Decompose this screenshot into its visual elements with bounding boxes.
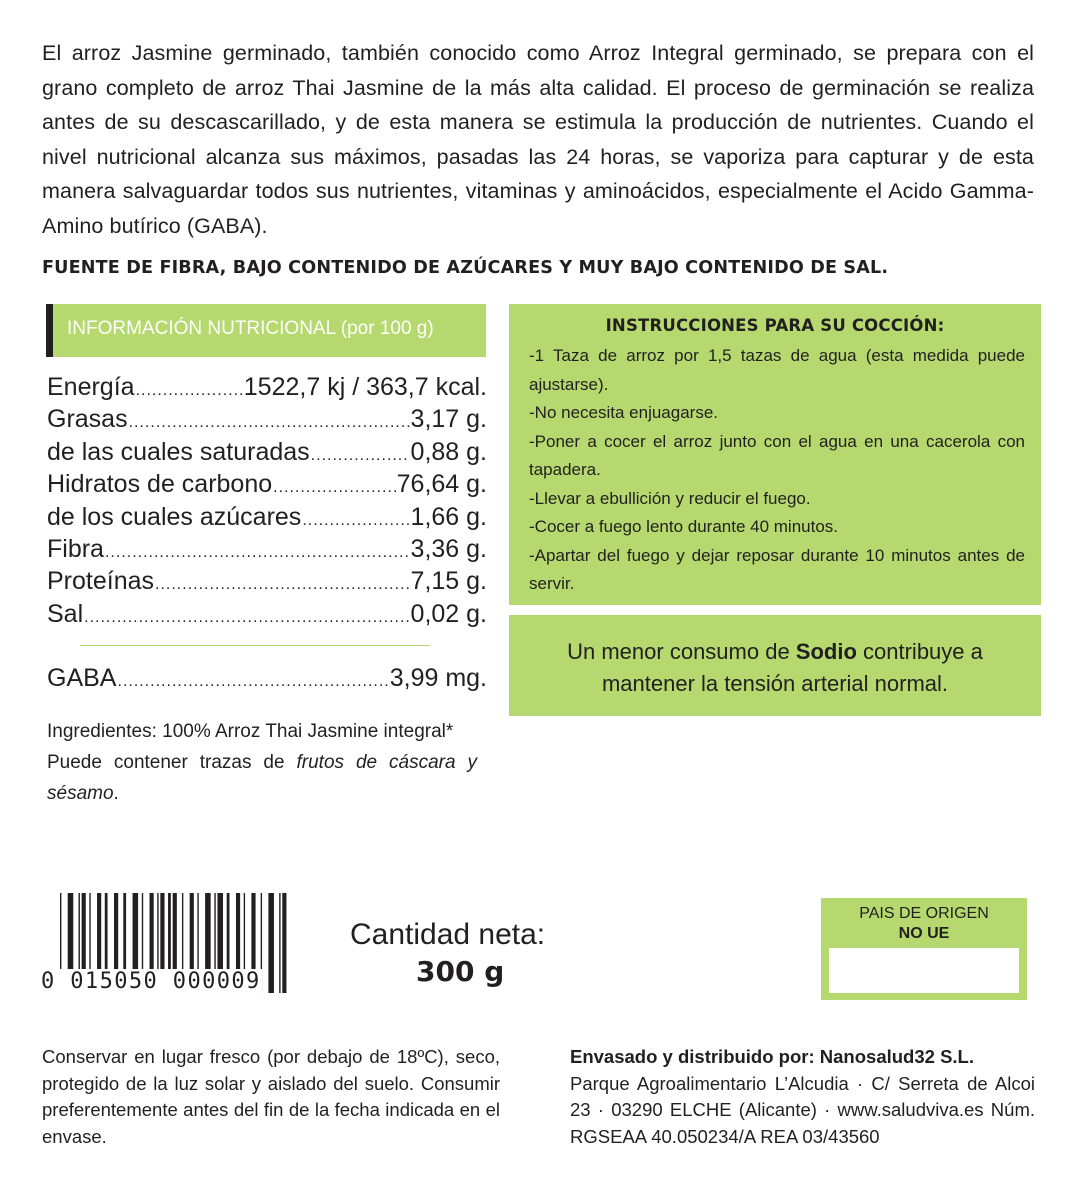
nutrient-label: Fibra (47, 534, 104, 563)
dot-leader (105, 544, 410, 562)
storage-instructions: Conservar en lugar fresco (por debajo de 18ºC), seco, protegido de la luz solar y aislado del suelo. Consumir preferentemente antes del fin de la fecha indicada en el envase. (42, 1046, 500, 1147)
nutrition-row-energy (47, 373, 487, 405)
cooking-step: -No necesita enjuagarse. (529, 403, 719, 422)
nutrient-value: 3,36 g. (410, 534, 487, 563)
nutrition-row-protein (47, 567, 487, 599)
origin-label: PAIS DE ORIGEN (859, 905, 989, 922)
sodium-prefix: Un menor consumo de (567, 639, 796, 664)
dot-leader (117, 673, 388, 691)
origin-value: NO UE (898, 925, 950, 942)
dot-leader (136, 382, 243, 400)
nutrient-label: Proteínas (47, 567, 155, 596)
nutrient-label: de los cuales azúcares (47, 502, 302, 531)
nutrition-row-fat (47, 405, 487, 437)
allergen-traces (47, 747, 477, 809)
sodium-keyword: Sodio (795, 639, 857, 664)
nutrition-header (46, 304, 486, 357)
net-quantity-value: 300 g (416, 955, 505, 988)
producer-info (570, 1044, 1035, 1150)
nutrition-divider (80, 645, 430, 646)
nutrient-value: 0,88 g. (410, 437, 487, 466)
dot-leader (84, 609, 409, 627)
origin-box (821, 898, 1027, 1000)
nutrient-label: GABA (47, 664, 117, 692)
nutrient-label: Hidratos de carbono (47, 470, 273, 499)
nutrient-value: 76,64 g. (396, 470, 487, 499)
nutrition-title: INFORMACIÓN NUTRICIONAL (por 100 g) (67, 318, 434, 339)
cooking-step: -Cocer a fuego lento durante 40 minutos. (529, 517, 839, 536)
nutrient-value: 1522,7 kj / 363,7 kcal. (243, 373, 487, 401)
nutrition-row-fiber (47, 535, 487, 567)
nutrient-label: Grasas (47, 405, 128, 434)
nutrient-value: 3,17 g. (410, 405, 487, 434)
nutrition-row-gaba (47, 664, 487, 696)
traces-allergens: frutos de cáscara y sésamo (47, 752, 477, 804)
dot-leader (129, 414, 410, 432)
ingredients-block (47, 716, 477, 809)
nutrient-value: 0,02 g. (410, 599, 487, 628)
nutrition-table (47, 373, 487, 632)
net-quantity-label: Cantidad neta: (350, 918, 546, 951)
sodium-claim (529, 636, 1021, 700)
sodium-suffix: contribuye a mantener la tensión arterial normal. (601, 639, 983, 696)
nutrient-label: de las cuales saturadas (47, 437, 310, 466)
barcode-digits: 0 015050 000009 (41, 969, 261, 994)
nutrition-row-saturated (47, 438, 487, 470)
cooking-step: -Llevar a ebullición y reducir el fuego. (529, 488, 811, 508)
dot-leader (311, 447, 410, 465)
nutrition-row-sugars (47, 503, 487, 535)
nutrient-value: 3,99 mg. (389, 664, 487, 692)
cooking-step: -Poner a cocer el arroz junto con el agua en una cacerola con tapadera. (529, 431, 1025, 479)
producer-title: Envasado y distribuido por: Nanosalud32 S.L. (570, 1046, 974, 1067)
cooking-title: INSTRUCCIONES PARA SU COCCIÓN: (605, 316, 945, 335)
nutrient-value: 7,15 g. (410, 567, 487, 596)
cooking-step: -Apartar del fuego y dejar reposar durante 10 minutos antes de servir. (529, 545, 1025, 593)
dot-leader (273, 479, 396, 497)
product-description: El arroz Jasmine germinado, también conocido como Arroz Integral germinado, se prepara con el grano completo de arroz Thai Jasmine de la más alta calidad. El proceso de germinación se realiza antes de su descascarillado, y de esta manera se estimula la producción de nutrientes. Cuando el nivel nutricional alcanza sus máximos, pasadas las 24 horas, se vaporiza para capturar y de esta manera salvaguardar todos sus nutrientes, vitaminas y aminoácidos, especialmente el Acido Gamma-Amino butírico (GABA). (42, 41, 1034, 238)
dot-leader (302, 512, 409, 530)
nutrition-row-carbohydrates (47, 470, 487, 502)
claims-headline: FUENTE DE FIBRA, BAJO CONTENIDO DE AZÚCARES Y MUY BAJO CONTENIDO DE SAL. (42, 258, 889, 278)
nutrient-value: 1,66 g. (410, 502, 487, 531)
traces-prefix: Puede contener trazas de (47, 752, 297, 773)
ingredients-text: Ingredientes: 100% Arroz Thai Jasmine integral* (47, 721, 454, 742)
producer-address: Parque Agroalimentario L’Alcudia · C/ Serreta de Alcoi 23 · 03290 ELCHE (Alicante) · www.saludviva.es Núm. RGSEAA 40.050234/A REA 03/43560 (570, 1072, 1035, 1147)
barcode-number (40, 969, 300, 999)
cooking-instructions-box (509, 304, 1041, 605)
cooking-steps (529, 342, 1025, 599)
origin-blank-field (829, 948, 1019, 993)
sodium-claim-box (509, 615, 1041, 716)
dot-leader (155, 576, 410, 594)
nutrient-label: Sal (47, 599, 84, 628)
nutrient-label: Energía (47, 373, 135, 401)
nutrition-row-salt (47, 600, 487, 632)
cooking-step: -1 Taza de arroz por 1,5 tazas de agua (esta medida puede ajustarse). (529, 346, 1025, 394)
traces-suffix: . (113, 783, 119, 804)
